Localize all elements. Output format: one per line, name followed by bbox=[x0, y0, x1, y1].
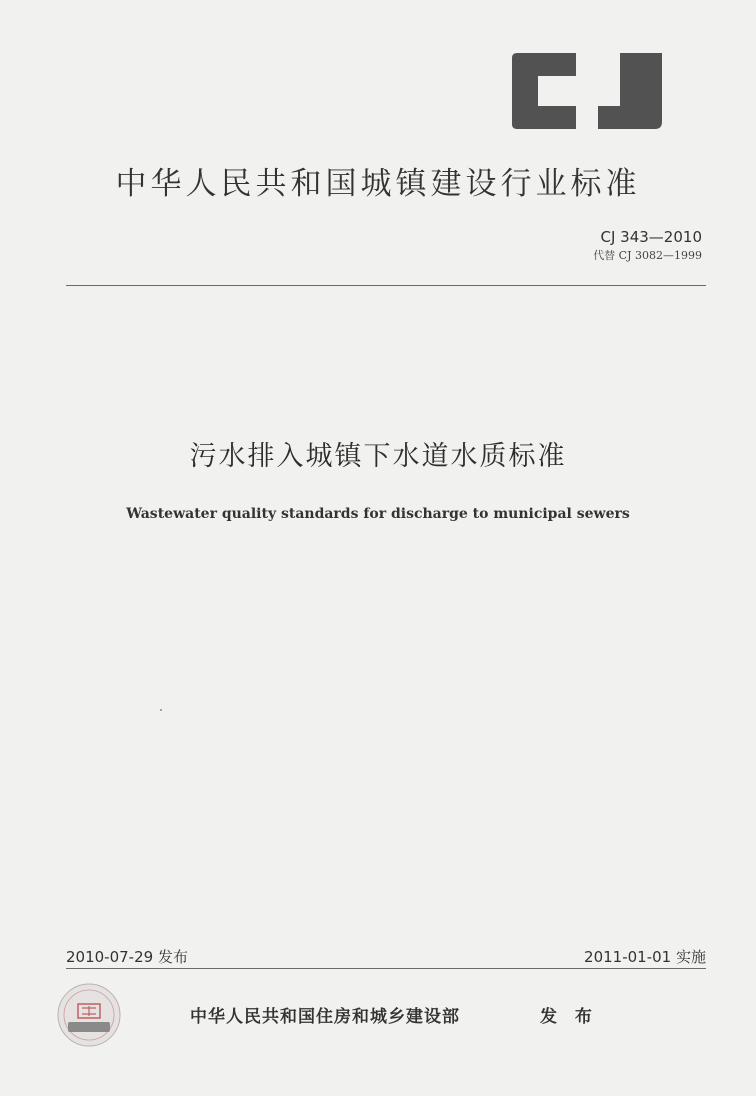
document-title-english: Wastewater quality standards for discharge to municipal sewers bbox=[126, 506, 630, 522]
publisher-name: 中华人民共和国住房和城乡建设部 bbox=[190, 1007, 460, 1027]
standard-category-heading: 中华人民共和国城镇建设行业标准 bbox=[115, 166, 641, 202]
standard-code: CJ 343—2010 bbox=[600, 228, 702, 246]
issue-date: 2010-07-29 发布 bbox=[66, 948, 188, 966]
implementation-date: 2011-01-01 实施 bbox=[584, 948, 706, 966]
publish-label: 发 布 bbox=[540, 1007, 598, 1027]
anti-counterfeit-stamp bbox=[56, 982, 122, 1048]
footer-divider bbox=[66, 968, 706, 969]
speck bbox=[160, 709, 162, 711]
header-divider bbox=[66, 285, 706, 286]
replaces-standard: 代替 CJ 3082—1999 bbox=[593, 249, 702, 262]
standard-code-block bbox=[593, 228, 702, 263]
document-title-chinese: 污水排入城镇下水道水质标准 bbox=[189, 441, 567, 472]
cj-logo bbox=[510, 52, 664, 130]
